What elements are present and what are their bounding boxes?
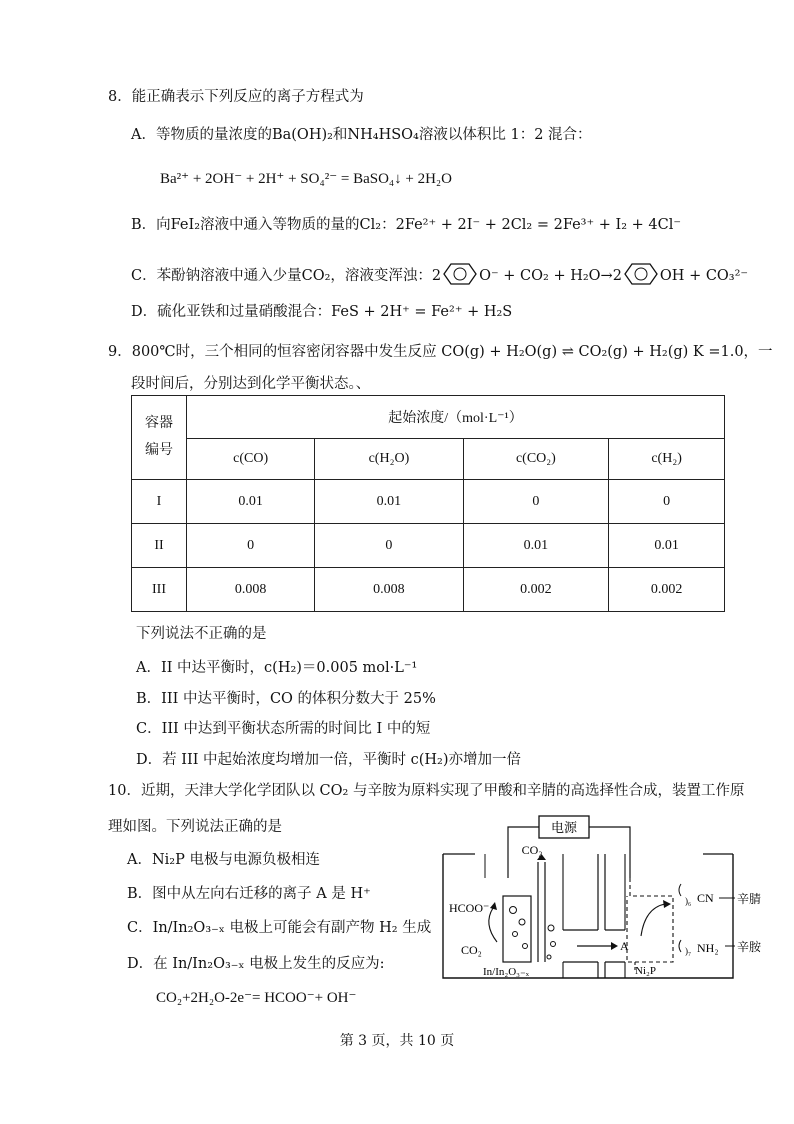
cn-group-label: CN — [697, 891, 714, 905]
table-row — [132, 568, 725, 612]
left-electrode-label: In/In₂O₃₋ₓ — [483, 966, 529, 978]
q9-option-d: D．若 III 中起始浓度均增加一倍，平衡时 c(H₂)亦增加一倍 — [136, 752, 522, 768]
q8-option-c-prefix: C．苯酚钠溶液中通入少量CO₂，溶液变浑浊：2 — [131, 267, 442, 284]
q8-option-c-suffix: OH + CO₃²⁻ — [659, 267, 749, 284]
q10-stem-line2: 理如图。下列说法正确的是 — [108, 819, 282, 835]
table-cell: 0.01 — [187, 480, 315, 524]
ni2p-electrode — [627, 878, 673, 962]
q8-option-a-equation: Ba²⁺ + 2OH⁻ + 2H⁺ + SO₄²⁻ = BaSO₄↓ + 2H₂O — [160, 171, 452, 187]
amine-label: 辛胺 — [737, 940, 762, 954]
q10-option-d-equation: CO₂+2H₂O-2e⁻= HCOO⁻+ OH⁻ — [156, 990, 357, 1006]
q10-option-c: C．In/In₂O₃₋ₓ 电极上可能会有副产物 H₂ 生成 — [127, 920, 432, 936]
table-cell: 0 — [315, 524, 463, 568]
table-cell: 0 — [463, 480, 609, 524]
q9-stem-line2: 段时间后，分别达到化学平衡状态。、 — [131, 376, 371, 392]
ion-a-label: A — [620, 939, 629, 953]
q8-option-d: D．硫化亚铁和过量硝酸混合：FeS + 2H⁺ = Fe²⁺ + H₂S — [131, 304, 513, 320]
table-column-header: c(H₂O) — [315, 439, 463, 480]
table-cell: 0.008 — [187, 568, 315, 612]
page-footer: 第 3 页，共 10 页 — [339, 1033, 455, 1049]
q8-option-b: B．向FeI₂溶液中通入等物质的量的Cl₂：2Fe²⁺ + 2I⁻ + 2Cl₂ = 2Fe³⁺ + I₂ + 4Cl⁻ — [131, 217, 682, 233]
q9-stem-line1: 9．800℃时，三个相同的恒容密闭容器中发生反应 CO(g) + H₂O(g) ⇌ CO₂(g) + H₂(g) K =1.0，一 — [108, 344, 773, 360]
q10-option-a: A．Ni₂P 电极与电源负极相连 — [127, 852, 320, 868]
table-cell: 0.01 — [315, 480, 463, 524]
hcoo-label: HCOO⁻ — [449, 901, 490, 915]
table-row-id: III — [132, 568, 187, 612]
co2-inlet-label: CO₂ — [521, 843, 543, 857]
table-cell: 0 — [187, 524, 315, 568]
table-cell: 0.01 — [609, 524, 725, 568]
nitrile-label: 辛腈 — [737, 892, 762, 906]
q10-stem-line1: 10．近期，天津大学化学团队以 CO₂ 与辛胺为原料实现了甲酸和辛腈的高选择性合成，装置工作原 — [108, 783, 745, 799]
benzene-ring-icon — [624, 262, 658, 290]
q8-option-c-middle: O⁻ + CO₂ + H₂O→2 — [479, 267, 622, 284]
table-column-header: c(H₂) — [609, 439, 725, 480]
right-electrode-label: Ni₂P — [635, 965, 656, 977]
q8-option-c — [131, 262, 748, 290]
q10-option-b: B．图中从左向右迁移的离子 A 是 H⁺ — [127, 886, 371, 902]
q9-option-a: A．II 中达平衡时，c(H₂)＝0.005 mol·L⁻¹ — [136, 660, 418, 676]
table-cell: 0.008 — [315, 568, 463, 612]
table-corner-bottom: 编号 — [145, 442, 173, 458]
in-in2o3-electrode — [503, 896, 531, 962]
nh2-group-label: NH₂ — [697, 941, 719, 955]
table-corner-cell — [132, 396, 187, 480]
initial-concentration-table — [131, 395, 725, 612]
svg-text:)₇: )₇ — [685, 946, 692, 956]
table-row-id: II — [132, 524, 187, 568]
electrolysis-cell-diagram — [435, 812, 770, 984]
q9-option-b: B．III 中达平衡时，CO 的体积分数大于 25% — [136, 691, 436, 707]
table-corner-top: 容器 — [145, 415, 173, 431]
table-column-header: c(CO) — [187, 439, 315, 480]
table-row-id: I — [132, 480, 187, 524]
table-column-header: c(CO₂) — [463, 439, 609, 480]
table-group-header: 起始浓度/（mol·L⁻¹） — [187, 396, 725, 439]
table-cell: 0.01 — [463, 524, 609, 568]
co2-outlet-label: CO₂ — [461, 943, 482, 957]
q9-question: 下列说法不正确的是 — [136, 626, 267, 642]
table-cell: 0 — [609, 480, 725, 524]
svg-text:)₆: )₆ — [685, 896, 692, 906]
q8-stem: 8．能正确表示下列反应的离子方程式为 — [108, 89, 364, 105]
power-source-label: 电源 — [550, 820, 578, 835]
table-cell: 0.002 — [609, 568, 725, 612]
q10-option-d: D．在 In/In₂O₃₋ₓ 电极上发生的反应为: — [127, 956, 385, 972]
table-row — [132, 480, 725, 524]
q8-option-a: A．等物质的量浓度的Ba(OH)₂和NH₄HSO₄溶液以体积比 1：2 混合： — [131, 127, 592, 143]
benzene-ring-icon — [443, 262, 477, 290]
table-row — [132, 524, 725, 568]
q9-option-c: C．III 中达到平衡状态所需的时间比 I 中的短 — [136, 721, 431, 737]
table-cell: 0.002 — [463, 568, 609, 612]
